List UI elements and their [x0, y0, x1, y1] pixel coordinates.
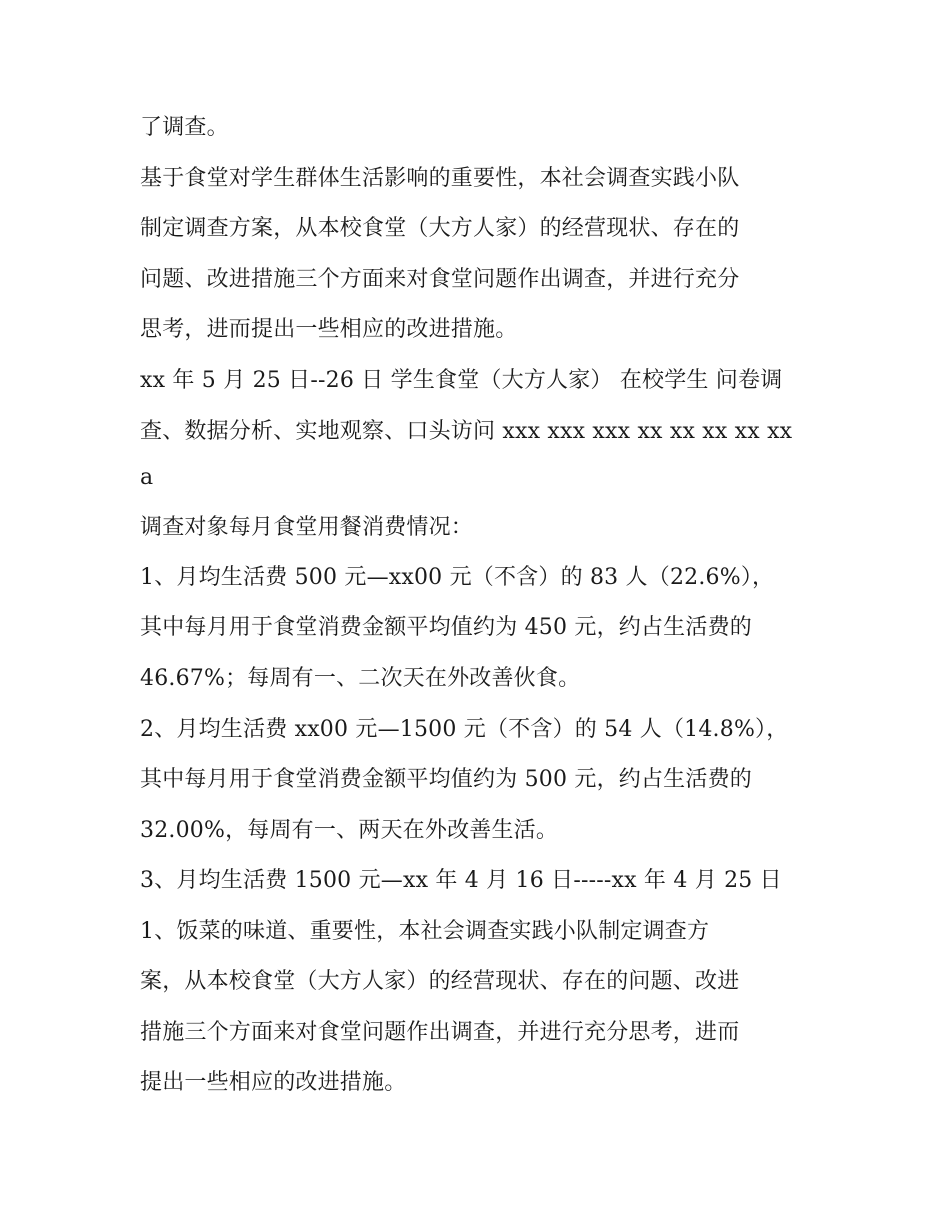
text-line: a	[140, 465, 154, 490]
text-line: 措施三个方面来对食堂问题作出调查，并进行充分思考，进而	[140, 1020, 740, 1045]
text-line: 1、月均生活费 500 元—xx00 元（不含）的 83 人（22.6%），	[140, 565, 775, 590]
text-line: 了调查。	[140, 115, 229, 140]
text-line: 制定调查方案，从本校食堂（大方人家）的经营现状、存在的	[140, 216, 740, 241]
text-line: 案，从本校食堂（大方人家）的经营现状、存在的问题、改进	[140, 969, 740, 994]
text-line: 1、饭菜的味道、重要性，本社会调查实践小队制定调查方	[140, 919, 710, 944]
text-line: xx 年 5 月 25 日--26 日 学生食堂（大方人家） 在校学生 问卷调	[140, 368, 783, 393]
text-line: 思考，进而提出一些相应的改进措施。	[140, 317, 518, 342]
text-line: 3、月均生活费 1500 元—xx 年 4 月 16 日-----xx 年 4 月 25 日	[140, 868, 782, 893]
text-line: 问题、改进措施三个方面来对食堂问题作出调查，并进行充分	[140, 267, 740, 292]
text-line: 2、月均生活费 xx00 元—1500 元（不含）的 54 人（14.8%），	[140, 717, 789, 742]
text-line: 32.00%，每周有一、两天在外改善生活。	[140, 818, 559, 843]
text-line: 46.67%；每周有一、二次天在外改善伙食。	[140, 666, 581, 691]
text-line: 调查对象每月食堂用餐消费情况：	[140, 515, 474, 540]
text-line: 其中每月用于食堂消费金额平均值约为 450 元，约占生活费的	[140, 615, 752, 640]
text-line: 基于食堂对学生群体生活影响的重要性，本社会调查实践小队	[140, 166, 740, 191]
text-line: 提出一些相应的改进措施。	[140, 1070, 407, 1095]
text-line: 其中每月用于食堂消费金额平均值约为 500 元，约占生活费的	[140, 767, 752, 792]
text-line: 查、数据分析、实地观察、口头访问 xxx xxx xxx xx xx xx xx xx	[140, 419, 793, 444]
